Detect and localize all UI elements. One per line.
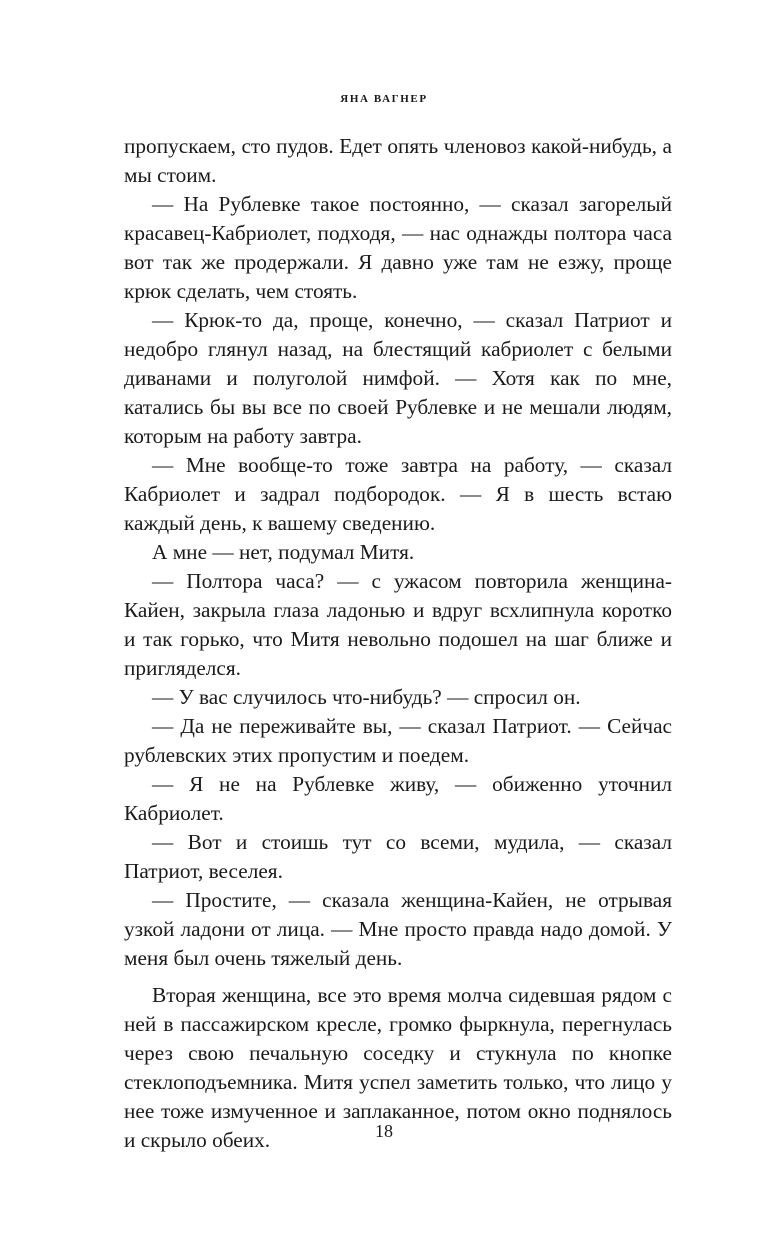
paragraph: — Вот и стоишь тут со всеми, мудила, — сказал Патриот, веселея. <box>124 830 672 883</box>
paragraph: — На Рублевке такое постоянно, — сказал загорелый красавец-Кабриолет, подходя, — нас однажды полтора часа вот так же продержали. Я давно уже там не езжу, проще крюк сделать, чем стоять. <box>124 192 672 303</box>
paragraph: — Полтора часа? — с ужасом повторила женщина-Кайен, закрыла глаза ладонью и вдруг всхлипнула коротко и так горько, что Митя невольно подошел на шаг ближе и пригляделся. <box>124 569 672 680</box>
paragraph: — Простите, — сказала женщина-Кайен, не отрывая узкой ладони от лица. — Мне просто правда надо домой. У меня был очень тяжелый день. <box>124 888 672 970</box>
paragraph: А мне — нет, подумал Митя. <box>152 540 415 564</box>
paragraph: — Мне вообще-то тоже завтра на работу, — сказал Кабриолет и задрал подбородок. — Я в шесть встаю каждый день, к вашему сведению. <box>124 453 672 535</box>
body-text <box>124 132 672 1155</box>
paragraph: пропускаем, сто пудов. Едет опять членовоз какой-нибудь, а мы стоим. <box>124 134 672 187</box>
paragraph: — Я не на Рублевке живу, — обиженно уточнил Кабриолет. <box>124 772 672 825</box>
paragraph: — У вас случилось что-нибудь? — спросил он. <box>152 685 581 709</box>
page-number: 18 <box>375 1121 393 1141</box>
paragraph: — Да не переживайте вы, — сказал Патриот. — Сейчас рублевских этих пропустим и поедем. <box>124 714 672 767</box>
paragraph: — Крюк-то да, проще, конечно, — сказал Патриот и недобро глянул назад, на блестящий кабриолет с белыми диванами и полуголой нимфой. — Хотя как по мне, катались бы вы все по своей Рублевке и не мешали людям, которым на работу завтра. <box>124 308 672 448</box>
paragraph: Вторая женщина, все это время молча сидевшая рядом с ней в пассажирском кресле, громко фыркнула, перегнулась через свою печальную соседку и стукнула по кнопке стеклоподъемника. Митя успел заметить только, что лицо у нее тоже измученное и заплаканное, потом окно поднялось и скрыло обеих. <box>124 983 672 1152</box>
running-title: ЯНА ВАГНЕР <box>340 93 428 105</box>
